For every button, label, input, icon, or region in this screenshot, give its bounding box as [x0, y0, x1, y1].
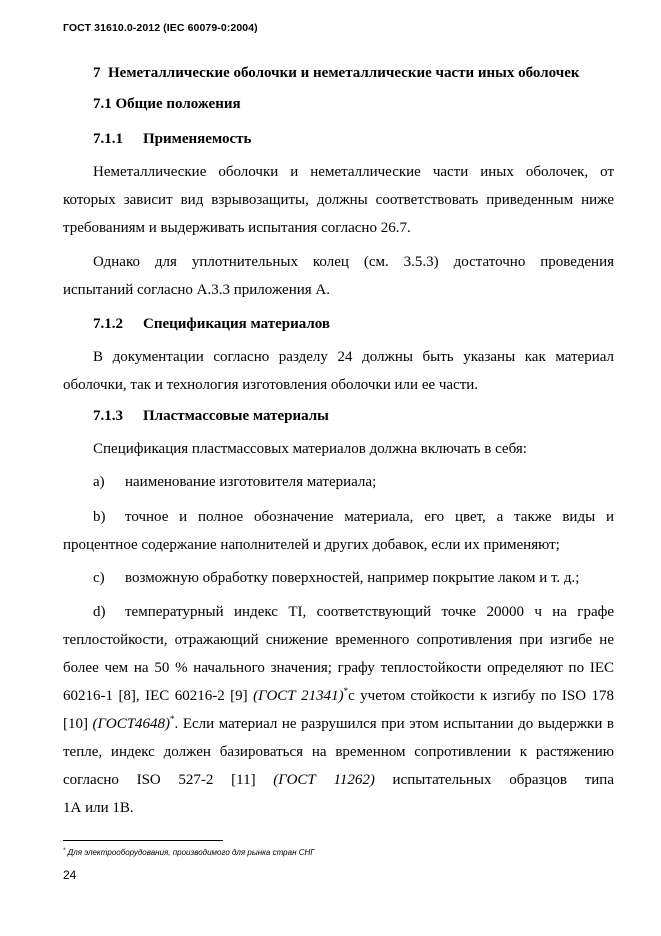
list-item-a [63, 468, 644, 496]
paragraph-documentation-line-1: В документации согласно разделу 24 должны быть указаны как материал [93, 349, 614, 365]
list-item-d-text-part-2: с учетом стойкости к изгибу по ISO 178 [10] [63, 688, 614, 732]
page-number: 24 [63, 868, 77, 882]
section-7-1-2-number: 7.1.2 [93, 316, 123, 332]
list-item-d-text-part-3: . Если материал не разрушился при этом испытании до выдержки в тепле, индекс должен базироваться на временном сопротивлении к растяжению согласно ISO 527-2 [11] [63, 716, 614, 788]
paragraph-seals-rest: испытаний согласно А.3.3 приложения А. [63, 282, 331, 298]
list-item-d [63, 598, 614, 822]
list-item-d-text-part-1: теплостойкости, отражающий снижение временного сопротивления при изгибе не более чем на 50 % начального значения; графу теплостойкости определяют по IEC 60216-1 [8], IEC 60216-2 [9] [63, 632, 614, 704]
footnote-text: Для электрооборудования, производимого для рынка стран СНГ [65, 848, 315, 857]
list-item-d-text-part-4: испытательных образцов типа [374, 772, 614, 788]
document-header: ГОСТ 31610.0-2012 (IEC 60079-0:2004) [63, 22, 258, 34]
footnote-ref-1: * [343, 686, 349, 696]
list-item-c-text: возможную обработку поверхностей, например покрытие лаком и т. д.; [125, 570, 580, 586]
paragraph-spec-intro: Спецификация пластмассовых материалов должна включать в себя: [93, 441, 527, 457]
list-item-a-text: наименование изготовителя материала; [125, 474, 377, 490]
list-item-d-line-1 [63, 598, 614, 626]
section-7-number: 7 [93, 65, 101, 81]
list-item-d-body [63, 626, 614, 794]
list-item-c-letter: c) [93, 570, 105, 586]
gost-11262-ref: (ГОСТ 11262) [273, 772, 375, 788]
list-item-d-text-line-1: температурный индекс TI, соответствующий точке 20000 ч на графе [125, 604, 614, 620]
section-7-1-3-number: 7.1.3 [93, 408, 123, 424]
paragraph-applicability [63, 158, 614, 242]
gost-21341-ref: (ГОСТ 21341) [253, 688, 344, 704]
list-item-d-letter: d) [93, 604, 106, 620]
section-7-1-1-heading [63, 125, 644, 153]
list-item-c [63, 564, 644, 592]
section-7-1-1-title: Применяемость [143, 131, 252, 147]
footnote-separator [63, 840, 223, 841]
list-item-b-text-line-1: точное и полное обозначение материала, его цвет, а также виды и [125, 509, 614, 525]
section-7-1-1-number: 7.1.1 [93, 131, 123, 147]
list-item-b [63, 503, 614, 559]
paragraph-documentation [63, 343, 614, 399]
paragraph-applicability-line-1: Неметаллические оболочки и неметаллические части иных оболочек, от [93, 164, 614, 180]
footnote-mark: * [63, 848, 66, 854]
section-7-heading [63, 59, 644, 87]
list-item-b-line-1 [63, 503, 614, 531]
section-7-1-2-heading [63, 310, 644, 338]
section-7-1-2-title: Спецификация материалов [143, 316, 331, 332]
list-item-b-letter: b) [93, 509, 106, 525]
paragraph-documentation-rest: оболочки, так и технология изготовления оболочки или ее части. [63, 377, 479, 393]
footnote-ref-2: * [170, 714, 175, 724]
list-item-d-last-line: 1А или 1В. [63, 800, 134, 816]
paragraph-applicability-rest: которых зависит вид взрывозащиты, должны соответствовать приведенным ниже требованиям и выдерживать испытания согласно 26.7. [63, 192, 614, 236]
footnote [63, 848, 315, 857]
gost-4648-ref: (ГОСТ4648) [92, 716, 171, 732]
section-7-1-3-heading [63, 402, 644, 430]
section-7-1-3-title: Пластмассовые материалы [143, 408, 329, 424]
list-item-a-letter: a) [93, 474, 105, 490]
paragraph-seals [63, 248, 614, 304]
list-item-b-rest: процентное содержание наполнителей и других добавок, если их применяют; [63, 537, 560, 553]
section-7-1-heading: 7.1 Общие положения [93, 96, 241, 112]
paragraph-seals-line-1: Однако для уплотнительных колец (см. 3.5.3) достаточно проведения [93, 254, 614, 270]
section-7-title: Неметаллические оболочки и неметаллические части иных оболочек [108, 65, 580, 81]
